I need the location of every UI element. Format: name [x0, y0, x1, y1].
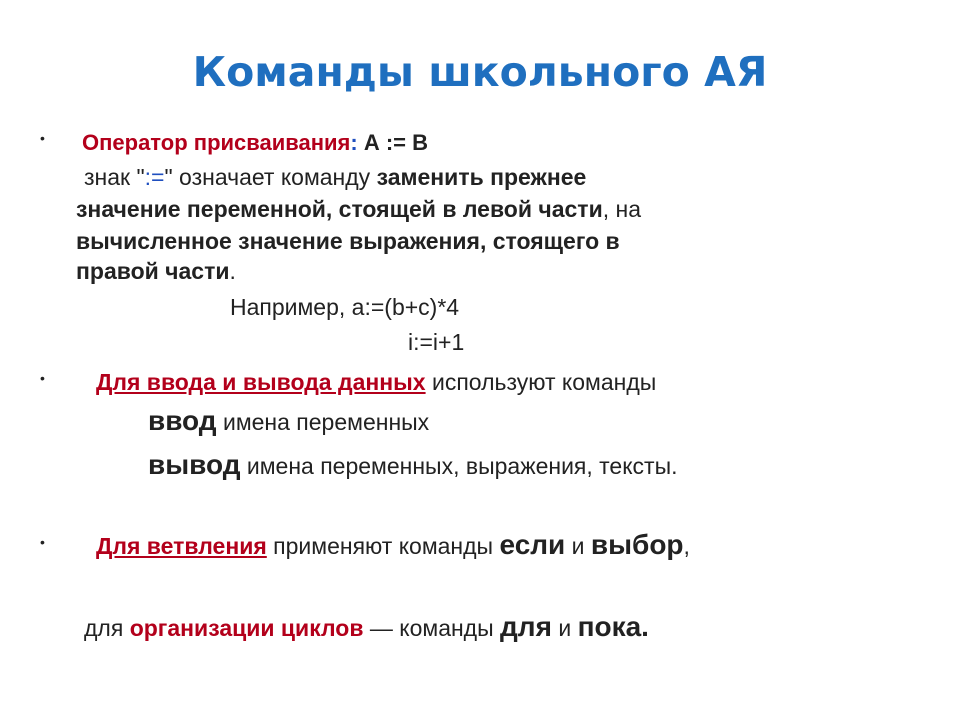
assign-label: Оператор присваивания: [82, 130, 351, 155]
assign-desc-text: .: [229, 258, 236, 284]
branch-and: и: [565, 533, 591, 559]
assign-heading: [82, 128, 428, 158]
branch-keyword-if: если: [499, 529, 566, 560]
assign-desc-text: , на: [602, 196, 641, 222]
io-input-rest: имена переменных: [216, 409, 430, 435]
assign-desc-line-3: вычисленное значение выражения, стоящего в: [76, 228, 620, 254]
io-label: Для ввода и вывода данных: [96, 369, 426, 395]
assign-expr: А := В: [357, 130, 429, 155]
loop-line: [84, 612, 649, 643]
assign-desc-line-4: [76, 256, 236, 286]
loop-rest: — команды: [363, 615, 501, 641]
io-heading: [96, 367, 656, 397]
loop-keyword-while: пока.: [577, 611, 649, 642]
assign-desc-bold: заменить прежнее: [376, 164, 587, 190]
bullet-icon: •: [40, 370, 45, 386]
loop-and: и: [551, 615, 578, 641]
assign-desc-bold: значение переменной, стоящей в левой части: [76, 196, 603, 222]
assign-desc-text: " означает команду: [164, 164, 377, 190]
branch-keyword-choice: выбор: [590, 529, 684, 560]
assign-colon: :: [350, 130, 358, 155]
assign-example: Например, a:=(b+c)*4: [230, 294, 460, 320]
io-output-rest: имена переменных, выражения, тексты.: [240, 453, 678, 479]
loop-keyword-for: для: [500, 611, 552, 642]
loop-label: организации циклов: [129, 615, 364, 641]
branch-end: ,: [683, 533, 690, 559]
assign-desc-line-1: [84, 162, 586, 192]
branch-label: Для ветвления: [96, 533, 267, 559]
assign-symbol: :=: [144, 164, 165, 190]
bullet-icon: •: [40, 130, 45, 146]
assign-desc-bold: правой части: [76, 258, 230, 284]
io-input-line: [148, 406, 429, 437]
slide-title: Команды школьного АЯ: [192, 48, 768, 96]
loop-pre: для: [84, 615, 130, 641]
assign-desc-line-2: [76, 194, 641, 224]
io-input-keyword: ввод: [148, 405, 217, 436]
io-rest: используют команды: [425, 369, 657, 395]
assign-desc-text: знак ": [84, 164, 145, 190]
assign-example-2: i:=i+1: [408, 329, 465, 355]
branch-line: [96, 530, 690, 561]
io-output-keyword: вывод: [148, 449, 241, 480]
io-output-line: [148, 450, 678, 481]
bullet-icon: •: [40, 534, 45, 550]
branch-rest: применяют команды: [266, 533, 500, 559]
